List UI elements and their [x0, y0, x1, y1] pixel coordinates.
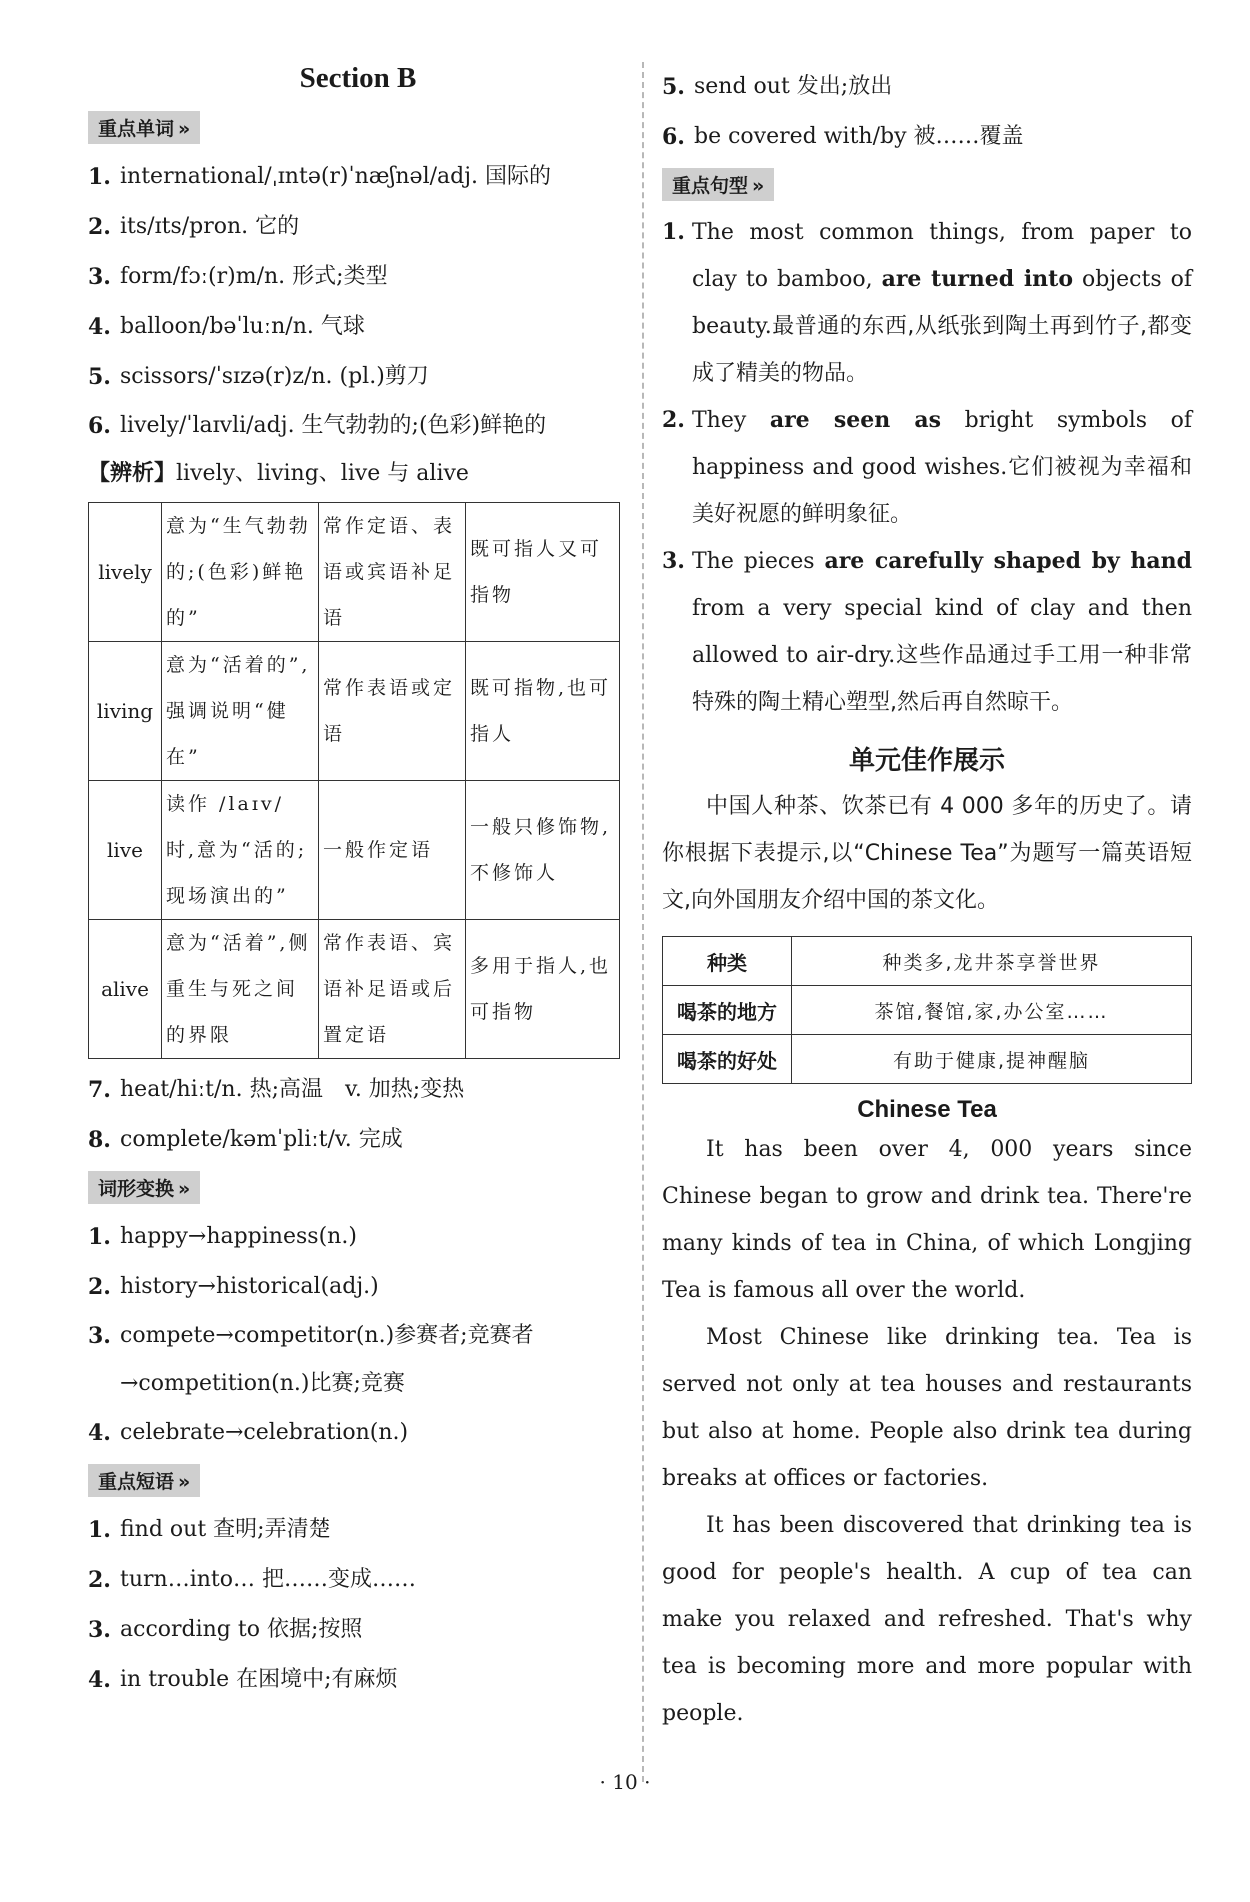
phrase-list-continued: [662, 62, 1192, 162]
item-number: 4.: [88, 1420, 111, 1446]
item-number: 1.: [88, 164, 111, 190]
item-number: 4.: [88, 314, 111, 340]
item-number: 3.: [662, 548, 685, 574]
right-column: [662, 62, 1192, 1737]
sentence-item: [662, 538, 1192, 726]
item-text: heat/hiːt/n. 热;高温 v. 加热;变热: [120, 1077, 465, 1102]
vocab-item: [88, 352, 628, 402]
table-row: [663, 937, 1192, 986]
essay-paragraph: Most Chinese like drinking tea. Tea is served not only at tea houses and restaurants but also at home. People also drink tea during breaks at offices or factories.: [662, 1325, 1192, 1491]
item-text: compete→competitor(n.)参赛者;竞赛者→competition(n.)比赛;竞赛: [120, 1323, 534, 1396]
heading-key-words: [88, 111, 200, 144]
phrase-item: [88, 1605, 628, 1655]
heading-label: 重点单词: [98, 118, 175, 140]
table-cell-target: 一般只修饰物,不修饰人: [466, 781, 620, 920]
table-row: [89, 642, 620, 781]
item-number: 5.: [662, 74, 685, 100]
vocab-list-continued: [88, 1065, 628, 1165]
vocab-list: [88, 152, 628, 450]
sentence-pre: The most common things, from paper to clay to bamboo,: [692, 220, 1192, 292]
compare-text: lively、living、live 与 alive: [176, 461, 469, 486]
item-number: 3.: [88, 264, 111, 290]
item-number: 6.: [662, 124, 685, 150]
writing-prompt: 中国人种茶、饮茶已有 4 000 多年的历史了。请你根据下表提示,以“Chinese Tea”为题写一篇英语短文,向外国朋友介绍中国的茶文化。: [662, 794, 1192, 913]
sentence-key-phrase: are carefully shaped by hand: [824, 548, 1192, 574]
chevron-right-icon: »: [752, 175, 765, 197]
sentence-key-phrase: are seen as: [769, 407, 942, 433]
item-number: 2.: [88, 1274, 111, 1300]
chevron-right-icon: »: [178, 1471, 191, 1493]
vocab-item: [88, 1115, 628, 1165]
phrase-list: [88, 1505, 628, 1705]
item-text: in trouble 在困境中;有麻烦: [120, 1667, 398, 1692]
sentence-post: objects of beauty.: [692, 267, 1192, 339]
table-row: [89, 920, 620, 1059]
tea-info-table: [662, 936, 1192, 1084]
item-text: according to 依据;按照: [120, 1617, 363, 1642]
table-cell-target: 既可指物,也可指人: [466, 642, 620, 781]
column-divider: [642, 62, 644, 1782]
table-cell-value: 种类多,龙井茶享誉世界: [792, 937, 1192, 986]
vocab-item: [88, 1065, 628, 1115]
item-number: 1.: [88, 1517, 111, 1543]
chevron-right-icon: »: [178, 118, 191, 140]
comparison-table: [88, 502, 620, 1059]
phrase-item: [662, 112, 1192, 162]
table-cell-word: lively: [89, 503, 162, 642]
table-cell-usage: 常作表语或定语: [319, 642, 466, 781]
table-row: [663, 1035, 1192, 1084]
table-row: [89, 781, 620, 920]
table-row: [663, 986, 1192, 1035]
sentence-key-phrase: are turned into: [881, 266, 1074, 292]
page-number: · 10 ·: [599, 1770, 651, 1794]
compare-heading: [88, 450, 628, 498]
sentence-pre: The pieces: [692, 549, 825, 574]
heading-label: 词形变换: [98, 1178, 175, 1200]
phrase-item: [88, 1505, 628, 1555]
item-number: 7.: [88, 1077, 111, 1103]
sentence-post: bright symbols of happiness and good wishes.: [692, 408, 1192, 480]
item-number: 3.: [88, 1323, 111, 1349]
item-text: turn…into… 把……变成……: [120, 1567, 416, 1592]
vocab-item: [88, 202, 628, 252]
phrase-item: [662, 62, 1192, 112]
vocab-item: [88, 252, 628, 302]
compare-tag: 【辨析】: [88, 461, 177, 486]
item-number: 2.: [662, 407, 685, 433]
table-row: [89, 503, 620, 642]
table-cell-value: 有助于健康,提神醒脑: [792, 1035, 1192, 1084]
heading-key-phrases: [88, 1464, 200, 1497]
item-text: celebrate→celebration(n.): [120, 1420, 409, 1445]
table-cell-meaning: 读作 /laɪv/时,意为“活的;现场演出的”: [162, 781, 319, 920]
wordform-item: [88, 1408, 628, 1458]
item-number: 6.: [88, 413, 111, 439]
item-text: international/ˌɪntə(r)ˈnæʃnəl/adj. 国际的: [120, 164, 552, 189]
table-cell-target: 多用于指人,也可指物: [466, 920, 620, 1059]
item-text: send out 发出;放出: [694, 74, 893, 99]
table-cell-meaning: 意为“生气勃勃的;(色彩)鲜艳的”: [162, 503, 319, 642]
item-text: history→historical(adj.): [120, 1274, 379, 1299]
table-cell-target: 既可指人又可指物: [466, 503, 620, 642]
item-text: lively/ˈlaɪvli/adj. 生气勃勃的;(色彩)鲜艳的: [120, 413, 547, 438]
essay-title: Chinese Tea: [857, 1096, 997, 1123]
table-cell-word: live: [89, 781, 162, 920]
table-cell-key: 喝茶的好处: [663, 1035, 792, 1084]
sentence-item: [662, 209, 1192, 397]
item-number: 1.: [662, 219, 685, 245]
sentence-pre: They: [692, 408, 770, 433]
sentence-translation: 最普通的东西,从纸张到陶土再到竹子,都变成了精美的物品。: [692, 314, 1192, 386]
item-text: form/fɔː(r)m/n. 形式;类型: [120, 264, 388, 289]
item-number: 2.: [88, 214, 111, 240]
item-text: scissors/ˈsɪzə(r)z/n. (pl.)剪刀: [120, 364, 429, 389]
item-text: balloon/bəˈluːn/n. 气球: [120, 314, 365, 339]
item-text: be covered with/by 被……覆盖: [694, 124, 1024, 149]
model-essay-heading: 单元佳作展示: [848, 746, 1005, 776]
table-cell-usage: 常作表语、宾语补足语或后置定语: [319, 920, 466, 1059]
table-cell-usage: 常作定语、表语或宾语补足语: [319, 503, 466, 642]
sentence-post: from a very special kind of clay and then allowed to air-dry.: [692, 596, 1192, 668]
wordform-item: [88, 1262, 628, 1312]
item-text: find out 查明;弄清楚: [120, 1517, 331, 1542]
table-cell-value: 茶馆,餐馆,家,办公室……: [792, 986, 1192, 1035]
item-number: 4.: [88, 1667, 111, 1693]
heading-label: 重点句型: [672, 175, 749, 197]
vocab-item: [88, 402, 628, 450]
vocab-item: [88, 152, 628, 202]
heading-label: 重点短语: [98, 1471, 175, 1493]
left-column: [88, 62, 628, 1705]
phrase-item: [88, 1555, 628, 1605]
table-cell-key: 种类: [663, 937, 792, 986]
item-number: 3.: [88, 1617, 111, 1643]
wordform-item: [88, 1212, 628, 1262]
table-cell-usage: 一般作定语: [319, 781, 466, 920]
wordform-item: [88, 1312, 628, 1408]
sentence-translation: 这些作品通过手工用一种非常特殊的陶土精心塑型,然后再自然晾干。: [692, 643, 1192, 715]
essay-paragraph: It has been over 4, 000 years since Chinese began to grow and drink tea. There're many kinds of tea in China, of which Longjing Tea is famous all over the world.: [662, 1137, 1192, 1303]
phrase-item: [88, 1655, 628, 1705]
table-cell-word: living: [89, 642, 162, 781]
chevron-right-icon: »: [178, 1178, 191, 1200]
table-cell-meaning: 意为“活着的”,强调说明“健在”: [162, 642, 319, 781]
vocab-item: [88, 302, 628, 352]
heading-key-sentences: [662, 168, 774, 201]
item-number: 8.: [88, 1127, 111, 1153]
sentence-translation: 它们被视为幸福和美好祝愿的鲜明象征。: [692, 455, 1192, 527]
table-cell-meaning: 意为“活着”,侧重生与死之间的界限: [162, 920, 319, 1059]
item-number: 2.: [88, 1567, 111, 1593]
item-text: complete/kəmˈpliːt/v. 完成: [120, 1127, 403, 1152]
item-text: happy→happiness(n.): [120, 1224, 357, 1249]
section-title: Section B: [299, 62, 417, 94]
essay-paragraph: It has been discovered that drinking tea is good for people's health. A cup of tea can make you relaxed and refreshed. That's why tea is becoming more and more popular with people.: [662, 1513, 1192, 1726]
sentence-list: [662, 209, 1192, 726]
heading-word-forms: [88, 1171, 200, 1204]
table-cell-key: 喝茶的地方: [663, 986, 792, 1035]
item-number: 5.: [88, 364, 111, 390]
wordform-list: [88, 1212, 628, 1458]
table-cell-word: alive: [89, 920, 162, 1059]
item-text: its/ɪts/pron. 它的: [120, 214, 300, 239]
sentence-item: [662, 397, 1192, 538]
item-number: 1.: [88, 1224, 111, 1250]
